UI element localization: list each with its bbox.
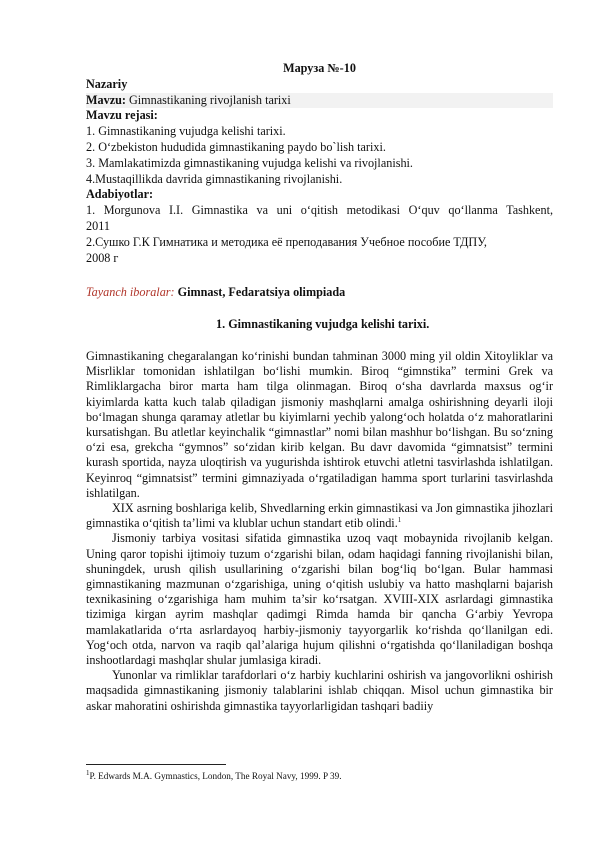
tayanch-line [86,285,553,300]
plan-item: 3. Mamlakatimizda gimnastikaning vujudga kelishi va rivojlanishi. [86,156,413,170]
literature-item-line: 1. Morgunova I.I. Gimnastika va uni o‘qitish metodikasi O‘quv qo‘llanma Tashkent, [86,203,553,217]
literature-item-line: 2.Сушко Г.К Гимнатика и методика её преподавания Учебное пособие ТДПУ, [86,235,487,249]
page-title: Маруза №-10 [283,61,356,75]
footnote-text: P. Edwards M.A. Gymnastics, London, The Royal Navy, 1999. P 39. [89,771,342,781]
paragraph: Gimnastikaning chegaralangan ko‘rinishi bundan tahminan 3000 ming yil oldin Xitoyliklar va Misrliklar tomonidan ishlatilgan bo‘lishi mumkin. Biroq “gimnstika” termini Grek va Rimliklargacha biror marta ham tilga olinmagan. Biroq o‘sha davrlarda maxsus og‘ir kiyimlarda katta kuch talab qiladigan jismoniy mashqlarni amalga oshirishning deyarli iloji bo‘lmagan shunga qaramay atletlar bu kiyimlarni yechib yalong‘och holatda o‘z mahoratlarini kursatishgan. Bu atletlar keyinchalik “gimnastlar” nomi bilan mashhur bo‘lishgan. Bu so‘zning o‘zi esa, grekcha “gymnos” so‘zidan kirib kelgan. Bu davr davomida “gimnatsist” termini kurash sportida, nayza uloqtirish va yugurishda ishtirok etuvchi atletni tasvirlashda ishlatilgan. Keyinroq “gimnatsist” termini gimnaziyada o‘rgatiladigan hamma sport turlarini tasvirlashda ishlatilgan. [86,349,553,500]
literature-heading: Adabiyotlar: [86,187,154,201]
tayanch-text: Gimnast, Fedaratsiya olimpiada [177,285,346,299]
mavzu-label: Mavzu: [86,93,126,107]
paragraph: Jismoniy tarbiya vositasi sifatida gimnastika uzoq vaqt mobaynida rivojlanib kelgan. Uning qaror topishi ijtimoiy tuzum o‘zgarishi bilan, odam haqidagi fanning rivojlanishi bilan, shuningdek, urush qilish usullarining o‘zgarishi bilan bog‘liq bo‘lgan. Bular hammasi gimnastikaning mazmunan o‘zgarishiga, uning o‘qitish uslubiy va hatto mashqlarni bajarish texnikasining o‘zgarishiga ham muhim ta’sir ko‘rsatgan. XVIII-XIX asrlardagi gimnastika tizimiga kirgan ayrim mashqlar qadimgi Rimda hamda bir qancha G‘arbiy Yevropa mamlakatlarida o‘rta asrlardayoq harbiy-jismoniy tayyorgarlik ko‘rishda qo‘llanilgan edi. Yog‘och otda, narvon va raqib qal’alariga hujum qilishni o‘rgatishda qo‘llaniladigan boshqa inshootlardagi mashqlar shular jumlasiga kiradi. [86,531,553,668]
footnote [86,768,342,782]
nazariy-label: Nazariy [86,77,128,91]
tayanch-label: Tayanch iboralar: [86,285,175,299]
mavzu-line [86,93,553,108]
mavzu-text: Gimnastikaning rivojlanish tarixi [128,93,291,107]
plan-heading: Mavzu rejasi: [86,108,158,122]
paragraph-text: XIX asrning boshlariga kelib, Shvedlarning erkin gimnastikasi va Jon gimnastika jihozlari gimnastika o‘qitish ta’limi va klublar uchun standart etib olindi. [86,501,553,531]
plan-item: 4.Mustaqillikda davrida gimnastikaning rivojlanishi. [86,172,343,186]
literature-item-line: 2008 г [86,251,119,265]
plan-item: 1. Gimnastikaning vujudga kelishi tarixi. [86,124,286,138]
body-text [86,349,553,714]
literature-item-line: 2011 [86,219,110,233]
footnote-divider [86,764,226,765]
section-heading: 1. Gimnastikaning vujudga kelishi tarixi. [216,317,430,331]
paragraph [86,501,553,531]
paragraph: Yunonlar va rimliklar tarafdorlari o‘z harbiy kuchlarini oshirish va jangovorlikni oshirish maqsadida gimnastikaning jismoniy talablarini ishlab chiqqan. Misol uchun gimnastika bir askar mahoratini oshirishda gimnastika tayyorlarligidan tashqari badiiy [86,668,553,713]
footnote-mark: 1 [86,768,90,777]
plan-item: 2. O‘zbekiston hududida gimnastikaning paydo bo`lish tarixi. [86,140,386,154]
footnote-ref: 1 [397,516,402,525]
